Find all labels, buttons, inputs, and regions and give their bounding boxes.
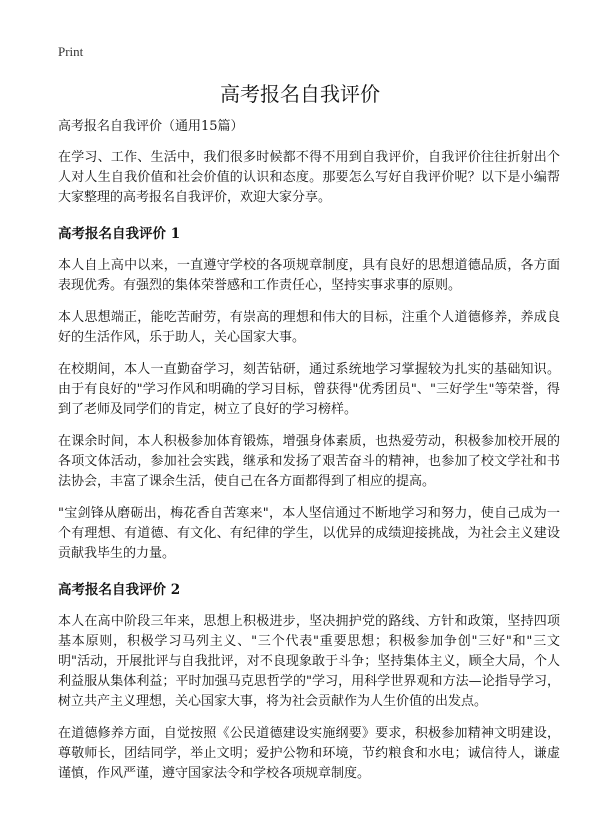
section-2 xyxy=(58,580,560,784)
section-heading: 高考报名自我评价 2 xyxy=(58,582,181,598)
section-heading: 高考报名自我评价 1 xyxy=(58,226,181,242)
paragraph: 本人自上高中以来，一直遵守学校的各项规章制度，具有良好的思想道德品质，各方面表现优秀。有强烈的集体荣誉感和工作责任心，坚持实事求事的原则。 xyxy=(58,258,560,293)
paragraph: 本人在高中阶段三年来，思想上积极进步，坚决拥护党的路线、方针和政策，坚持四项基本原则，积极学习马列主义、"三个代表"重要思想；积极参加争创"三好"和"三文明"活动，开展批评与自我批评，对不良现象敢于斗争；坚持集体主义，顾全大局，个人利益服从集体利益；平时加强马克思哲学的"学习，用科学世界观和方法—论指导学习，树立共产主义理想，关心国家大事，将为社会贡献作为人生价值的出发点。 xyxy=(58,614,560,709)
paragraph: 在课余时间，本人积极参加体育锻炼，增强身体素质，也热爱劳动，积极参加校开展的各项文体活动，参加社会实践，继承和发扬了艰苦奋斗的精神，也参加了校文学社和书法协会，丰富了课余生活，使自己在各方面都得到了相应的提高。 xyxy=(58,434,560,489)
page-title: 高考报名自我评价 xyxy=(220,82,380,106)
document-body xyxy=(58,116,560,796)
paragraph: 在校期间，本人一直勤奋学习，刻苦钻研，通过系统地学习掌握较为扎实的基础知识。由于有良好的"学习作风和明确的学习目标，曾获得"优秀团员"、"三好学生"等荣誉，得到了老师及同学们的肯定，树立了良好的学习榜样。 xyxy=(58,362,560,417)
paragraph: 在道德修养方面，自觉按照《公民道德建设实施纲要》要求，积极参加精神文明建设，尊敬师长，团结同学，举止文明；爱护公物和环境，节约粮食和水电；诚信待人，谦虚谨慎，作风严谨，遵守国家法令和学校各项规章制度。 xyxy=(58,726,560,781)
document-subtitle: 高考报名自我评价（通用15篇） xyxy=(58,119,244,134)
section-1 xyxy=(58,224,560,564)
paragraph: 本人思想端正，能吃苦耐劳，有崇高的理想和伟大的目标，注重个人道德修养，养成良好的生活作风，乐于助人，关心国家大事。 xyxy=(58,310,560,345)
paragraph: "宝剑锋从磨砺出，梅花香自苦寒来"，本人坚信通过不断地学习和努力，使自己成为一个有理想、有道德、有文化、有纪律的学生，以优异的成绩迎接挑战，为社会主义建设贡献我毕生的力量。 xyxy=(58,506,560,561)
intro-paragraph: 在学习、工作、生活中，我们很多时候都不得不用到自我评价，自我评价往往折射出个人对人生自我价值和社会价值的认识和态度。那要怎么写好自我评价呢？以下是小编帮大家整理的高考报名自我评价，欢迎大家分享。 xyxy=(58,150,560,205)
print-link[interactable]: Print xyxy=(58,44,84,59)
